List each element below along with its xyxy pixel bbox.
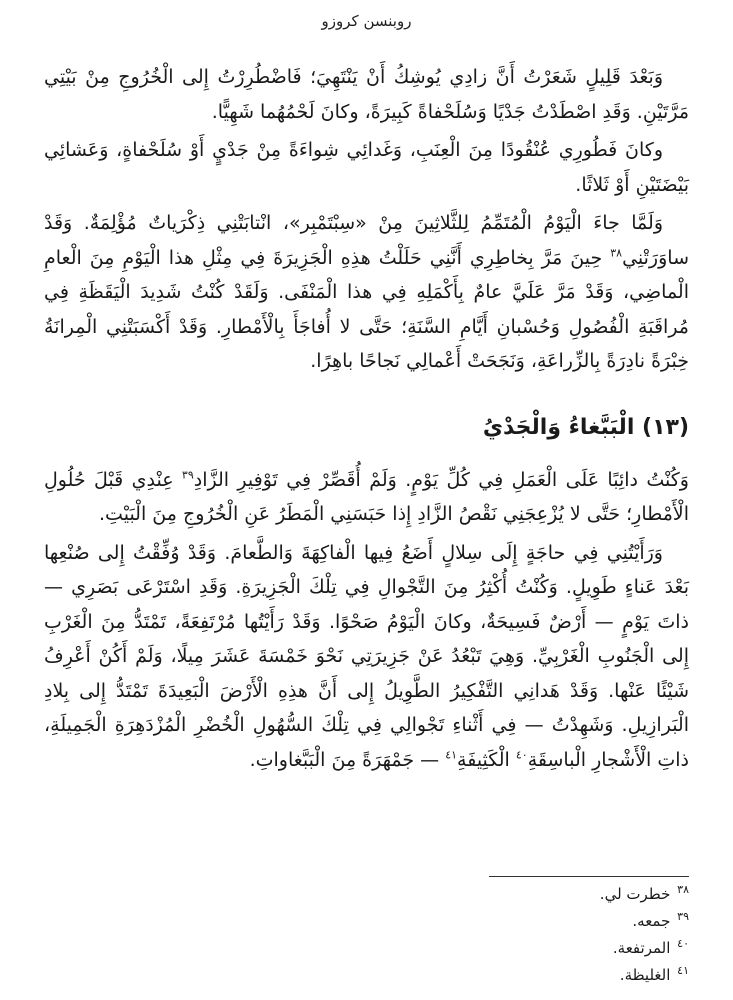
footnote-number: ٤٠ xyxy=(677,937,689,950)
footnote-reference[interactable]: ٣٨ xyxy=(610,246,623,260)
footnote-number: ٣٨ xyxy=(677,883,689,896)
running-header: روبنسن كروزو xyxy=(321,12,412,30)
footnote-reference[interactable]: ٤٠ xyxy=(515,748,528,762)
footnote-divider xyxy=(489,876,689,877)
paragraph-text: وَلَمَّا جاءَ الْيَوْمُ الْمُتَمِّمُ لِلثَّلاثِينَ مِنْ «سِبْتَمْبِر»، انْتابَتْنِي ذِكْرَياتٌ مُؤْلِمَةٌ. وَقَدْ ساوَرَتْنِي xyxy=(44,212,689,269)
paragraph xyxy=(44,463,689,532)
footnote xyxy=(489,908,689,935)
footnote-text: جمعه. xyxy=(632,912,671,930)
footnote-text: خطرت لي. xyxy=(599,885,671,903)
body-text xyxy=(44,60,689,781)
footnote-reference[interactable]: ٤١ xyxy=(445,748,458,762)
paragraph-text: عِنْدِي قَبْلَ حُلُولِ الْأَمْطارِ؛ حَتَّى لا يُزْعِجَنِي نَقْصُ الزَّادِ إِذا حَبَسَنِي الْمَطَرُ عَنِ الْخُرُوجِ مِنَ الْبَيْتِ. xyxy=(44,468,689,525)
paragraph: وَبَعْدَ قَلِيلٍ شَعَرْتُ أَنَّ زادِي يُوشِكُ أَنْ يَنْتَهِيَ؛ فَاضْطُرِرْتُ إِلى الْخُرُوجِ مِنْ بَيْتِي مَرَّتَيْنِ. وَقَدِ اصْطَدْتُ جَدْيًا وَسُلَحْفاةً كَبِيرَةً، وكانَ لَحْمُهُما شَهِيًّا. xyxy=(44,66,689,123)
footnote-number: ٣٩ xyxy=(677,910,689,923)
paragraph: وكانَ فَطُورِي عُنْقُودًا مِنَ الْعِنَبِ، وَغَدائِي شِواءَةً مِنْ جَدْيٍ أَوْ سُلَحْفاةٍ، وَعَشائِي بَيْضَتَيْنِ أَوْ ثَلاثًا. xyxy=(44,139,689,196)
paragraph-text: الْكَثِيفَةِ xyxy=(457,748,516,771)
footnote-number: ٤١ xyxy=(677,964,689,977)
paragraph-text: وَرَأَيْتُنِي فِي حاجَةٍ إِلَى سِلالٍ أَضَعُ فِيها الْفاكِهَةَ وَالطَّعامَ. وَقَدْ وُفِّقْتُ إِلى صُنْعِها بَعْدَ عَناءٍ طَوِيلٍ. وَكُنْتُ أُكْثِرُ مِنَ التَّجْوالِ فِي تِلْكَ الْجَزِيرَةِ. وَقَدِ اسْتَرْعَى بَصَرِي — ذاتَ يَوْمٍ — أَرْضٌ فَسِيحَةٌ، وكانَ الْيَوْمُ صَحْوًا. وَقَدْ رَأَيْتُها مُرْتَفِعَةً، تَمْتَدُّ مِنَ الْغَرْبِ إِلى الْجَنُوبِ الْغَرْبِيِّ. وَهِيَ تَبْعُدُ عَنْ جَزِيرَتِي نَحْوَ خَمْسَةَ عَشَرَ مِيلًا، وَلَمْ أَكُنْ أَعْرِفُ شَيْئًا عَنْها. وَقَدْ هَدانِي التَّفْكِيرُ الطَّوِيلُ إِلى أَنَّ هذِهِ الْأَرْضَ الْبَعِيدَةَ تَمْتَدُّ إِلى بِلادِ الْبَرازِيلِ. وَشَهِدْتُ — فِي أَثْناءِ تَجْوالِي فِي تِلْكَ السُّهُولِ الْخُضْرِ الْمُزْدَهِرَةِ الْجَمِيلَةِ، ذاتِ الْأَشْجارِ الْباسِقَةِ xyxy=(44,541,689,771)
footnote xyxy=(489,935,689,962)
footnote-text: المرتفعة. xyxy=(612,939,671,957)
section-heading: (١٣) الْبَبَّغاءُ وَالْجَدْيُ xyxy=(482,414,689,440)
paragraph-text: — جَمْهَرَةً مِنَ الْبَبَّغاواتِ. xyxy=(249,748,446,771)
paragraph-text: وَكُنْتُ دائِبًا عَلَى الْعَمَلِ فِي كُلِّ يَوْمٍ. وَلَمْ أُقَصِّرْ فِي تَوْفِيرِ الزَّادِ xyxy=(193,468,689,491)
footnote xyxy=(489,881,689,908)
footnotes xyxy=(489,876,689,989)
paragraph-text: حِينَ مَرَّ بِخاطِرِي أَنَّنِي حَلَلْتُ هذِهِ الْجَزِيرَةَ فِي مِثْلِ هذا الْيَوْمِ مِنَ الْعامِ الْماضِي، وَقَدْ مَرَّ عَلَيَّ عامٌ بِأَكْمَلِهِ فِي هذا الْمَنْفَى. وَلَقَدْ كُنْتُ شَدِيدَ الْيَقَظَةِ فِي مُراقَبَةِ الْفُصُولِ وَحُسْبانِ أَيَّامِ السَّنَةِ؛ حَتَّى لا أُفاجَأَ بِالْأَمْطارِ. وَقَدْ أَكْسَبَتْنِي الْمِرانَةُ خِبْرَةً نادِرَةً بِالزِّراعَةِ، وَنَجَحَتْ أَعْمالِي نَجاحًا باهِرًا. xyxy=(44,246,689,372)
paragraph xyxy=(44,536,689,778)
paragraph xyxy=(44,206,689,379)
footnote xyxy=(489,962,689,989)
footnote-reference[interactable]: ٣٩ xyxy=(181,468,194,482)
footnote-text: الغليظة. xyxy=(619,966,671,984)
